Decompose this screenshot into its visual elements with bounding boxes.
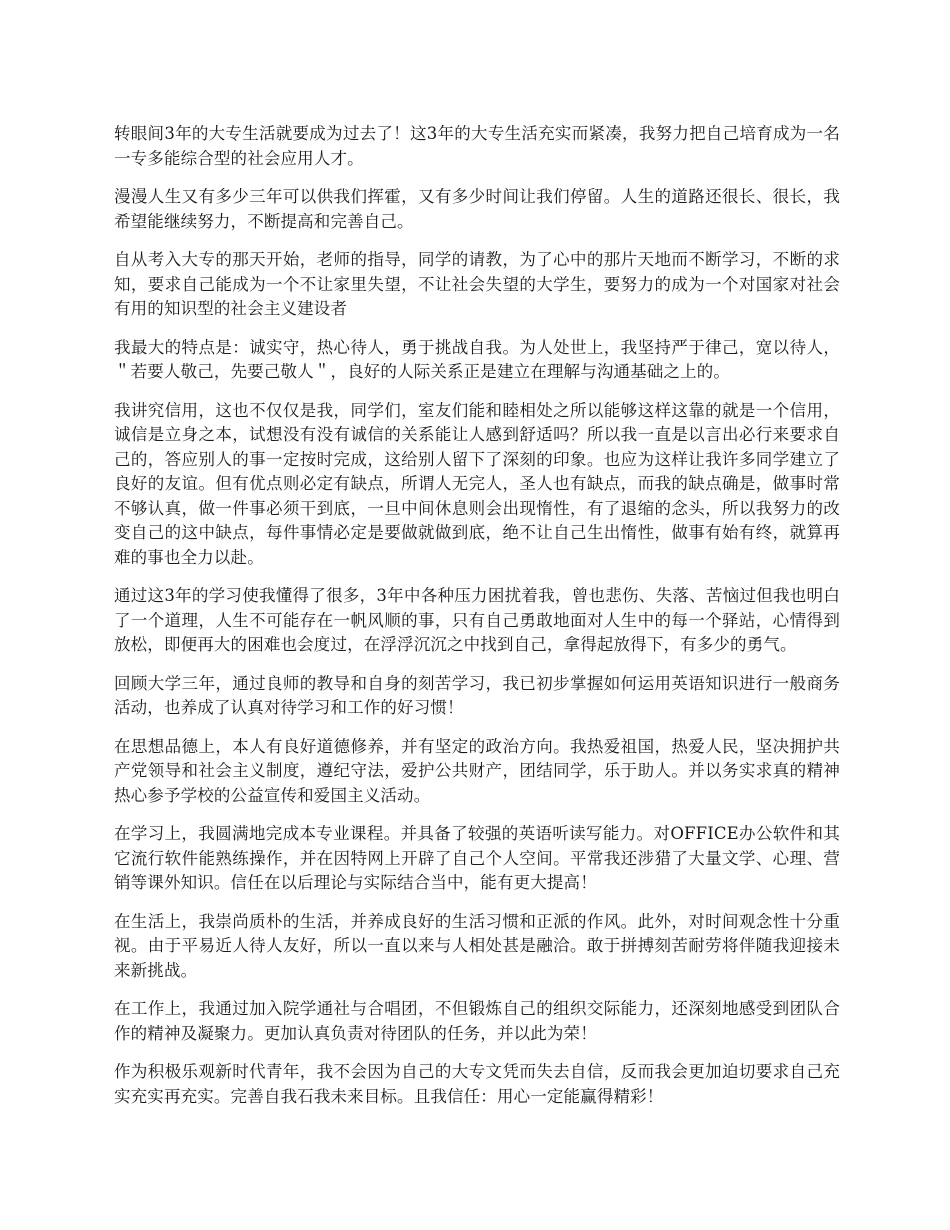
paragraph: 自从考入大专的那天开始，老师的指导，同学的请教，为了心中的那片天地而不断学习，不断的求知，要求自己能成为一个不让家里失望，不让社会失望的大学生，要努力的成为一个对国家对社会有用的知识型的社会主义建设者 [114,250,840,318]
paragraph: 通过这3年的学习使我懂得了很多，3年中各种压力困扰着我，曾也悲伤、失落、苦恼过但我也明白了一个道理，人生不可能存在一帆风顺的事，只有自己勇敢地面对人生中的每一个驿站，心情得到放松，即便再大的困难也会度过，在浮浮沉沉之中找到自己，拿得起放得下，有多少的勇气。 [114,586,840,654]
paragraph: 在思想品德上，本人有良好道德修养，并有坚定的政治方向。我热爱祖国，热爱人民，坚决拥护共产党领导和社会主义制度，遵纪守法，爱护公共财产，团结同学，乐于助人。并以务实求真的精神热心参予学校的公益宣传和爱国主义活动。 [114,736,840,805]
paragraph: 转眼间3年的大专生活就要成为过去了！这3年的大专生活充实而紧凑，我努力把自己培育成为一名一专多能综合型的社会应用人才。 [114,124,840,168]
paragraph: 在学习上，我圆满地完成本专业课程。并具备了较强的英语听读写能力。对OFFICE办公软件和其它流行软件能熟练操作，并在因特网上开辟了自己个人空间。平常我还涉猎了大量文学、心理、营销等课外知识。信任在以后理论与实际结合当中，能有更大提高！ [114,824,840,892]
document-body [114,122,840,1123]
paragraph: 回顾大学三年，通过良师的教导和自身的刻苦学习，我已初步掌握如何运用英语知识进行一般商务活动，也养成了认真对待学习和工作的好习惯！ [114,673,840,717]
paragraph: 在工作上，我通过加入院学通社与合唱团，不但锻炼自己的组织交际能力，还深刻地感受到团队合作的精神及凝聚力。更加认真负责对待团队的任务，并以此为荣！ [114,999,840,1043]
paragraph: 我讲究信用，这也不仅仅是我，同学们，室友们能和睦相处之所以能够这样这靠的就是一个信用，诚信是立身之本，试想没有没有诚信的关系能让人感到舒适吗？所以我一直是以言出必行来要求自己的，答应别人的事一定按时完成，这给别人留下了深刻的印象。也应为这样让我许多同学建立了良好的友谊。但有优点则必定有缺点，所谓人无完人，圣人也有缺点，而我的缺点确是，做事时常不够认真，做一件事必须干到底，一旦中间休息则会出现惰性，有了退缩的念头，所以我努力的改变自己的这中缺点，每件事情必定是要做就做到底，绝不让自己生出惰性，做事有始有终，就算再难的事也全力以赴。 [114,400,840,567]
paragraph: 我最大的特点是：诚实守，热心待人，勇于挑战自我。为人处世上，我坚持严于律己，宽以待人，＂若要人敬己，先要己敬人＂，良好的人际关系正是建立在理解与沟通基础之上的。 [114,337,840,381]
paragraph: 漫漫人生又有多少三年可以供我们挥霍，又有多少时间让我们停留。人生的道路还很长、很长，我希望能继续努力，不断提高和完善自己。 [114,187,840,231]
paragraph: 作为积极乐观新时代青年，我不会因为自己的大专文凭而失去自信，反而我会更加迫切要求自己充实充实再充实。完善自我石我未来目标。且我信任：用心一定能赢得精彩！ [114,1062,840,1106]
paragraph: 在生活上，我崇尚质朴的生活，并养成良好的生活习惯和正派的作风。此外，对时间观念性十分重视。由于平易近人待人友好，所以一直以来与人相处甚是融洽。敢于拼搏刻苦耐劳将伴随我迎接未来新挑战。 [114,911,840,980]
